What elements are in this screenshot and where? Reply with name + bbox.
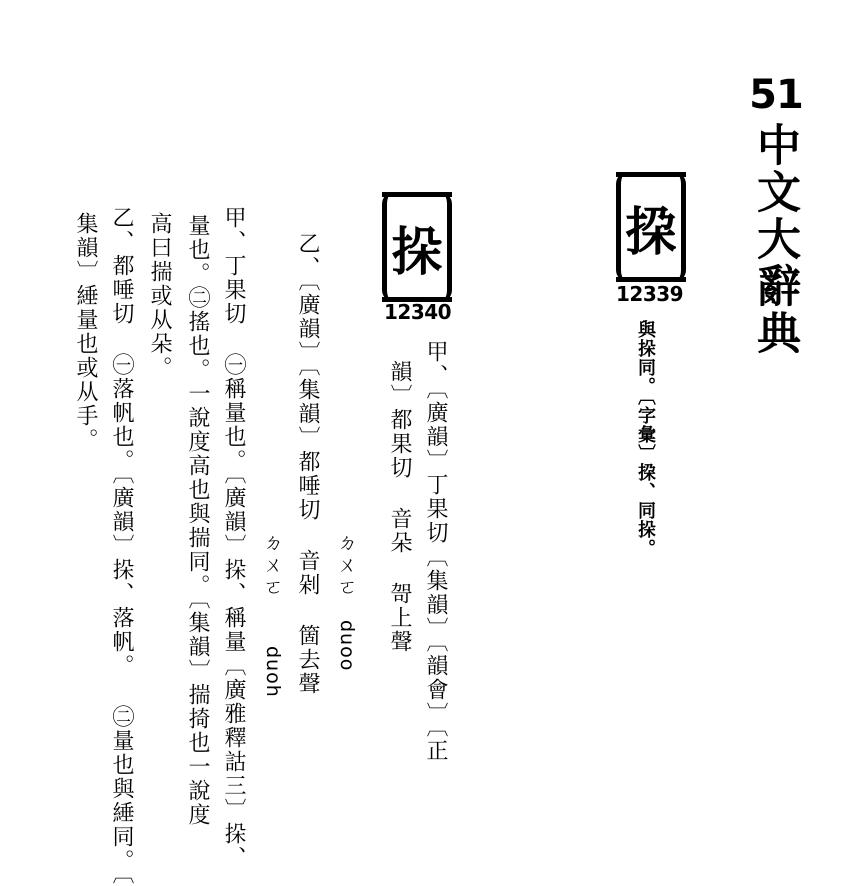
page-number: 51	[749, 72, 803, 118]
bopomofo: ㄉㄨㄛ	[334, 532, 358, 598]
definition-line: 甲、丁果切 ㊀稱量也。〔廣韻〕挆、稱量〔廣雅釋詁三〕挆、	[221, 206, 246, 870]
entry-head-char: 挅	[624, 202, 677, 263]
entry-head-box	[616, 172, 686, 282]
reading-line: 韻〕都果切 音朵 哿上聲	[387, 360, 412, 654]
reading-line: 甲、〔廣韻〕丁果切〔集韻〕〔韻會〕〔正	[423, 340, 448, 763]
reading-line: 乙、〔廣韻〕〔集韻〕都唾切 音剁 箇去聲	[295, 232, 320, 696]
entry-head-box	[382, 192, 452, 302]
bopomofo: ㄉㄨㄛ	[260, 532, 284, 598]
definition-line: 集韻〕綞量也或从手。	[73, 212, 98, 452]
entry-head-char: 挆	[390, 222, 443, 283]
romanization: duoo	[336, 620, 358, 672]
entry-number: 12339	[616, 282, 684, 306]
entry-number: 12340	[384, 300, 452, 324]
definition-line: 量也。㊁搖也。一說度高也與揣同。〔集韻〕揣掎也一說度	[185, 214, 210, 827]
entry-definition: 與挆同。〔字彙〕挅、同挆。	[635, 320, 656, 558]
definition-line: 高曰揣或从朵。	[147, 212, 172, 380]
definition-line: 乙、都唾切 ㊀落帆也。〔廣韻〕挆、落帆。 ㊁量也與綞同。〔	[109, 206, 134, 886]
romanization: duoh	[262, 646, 284, 698]
book-title: 中文大辭典	[749, 122, 800, 357]
